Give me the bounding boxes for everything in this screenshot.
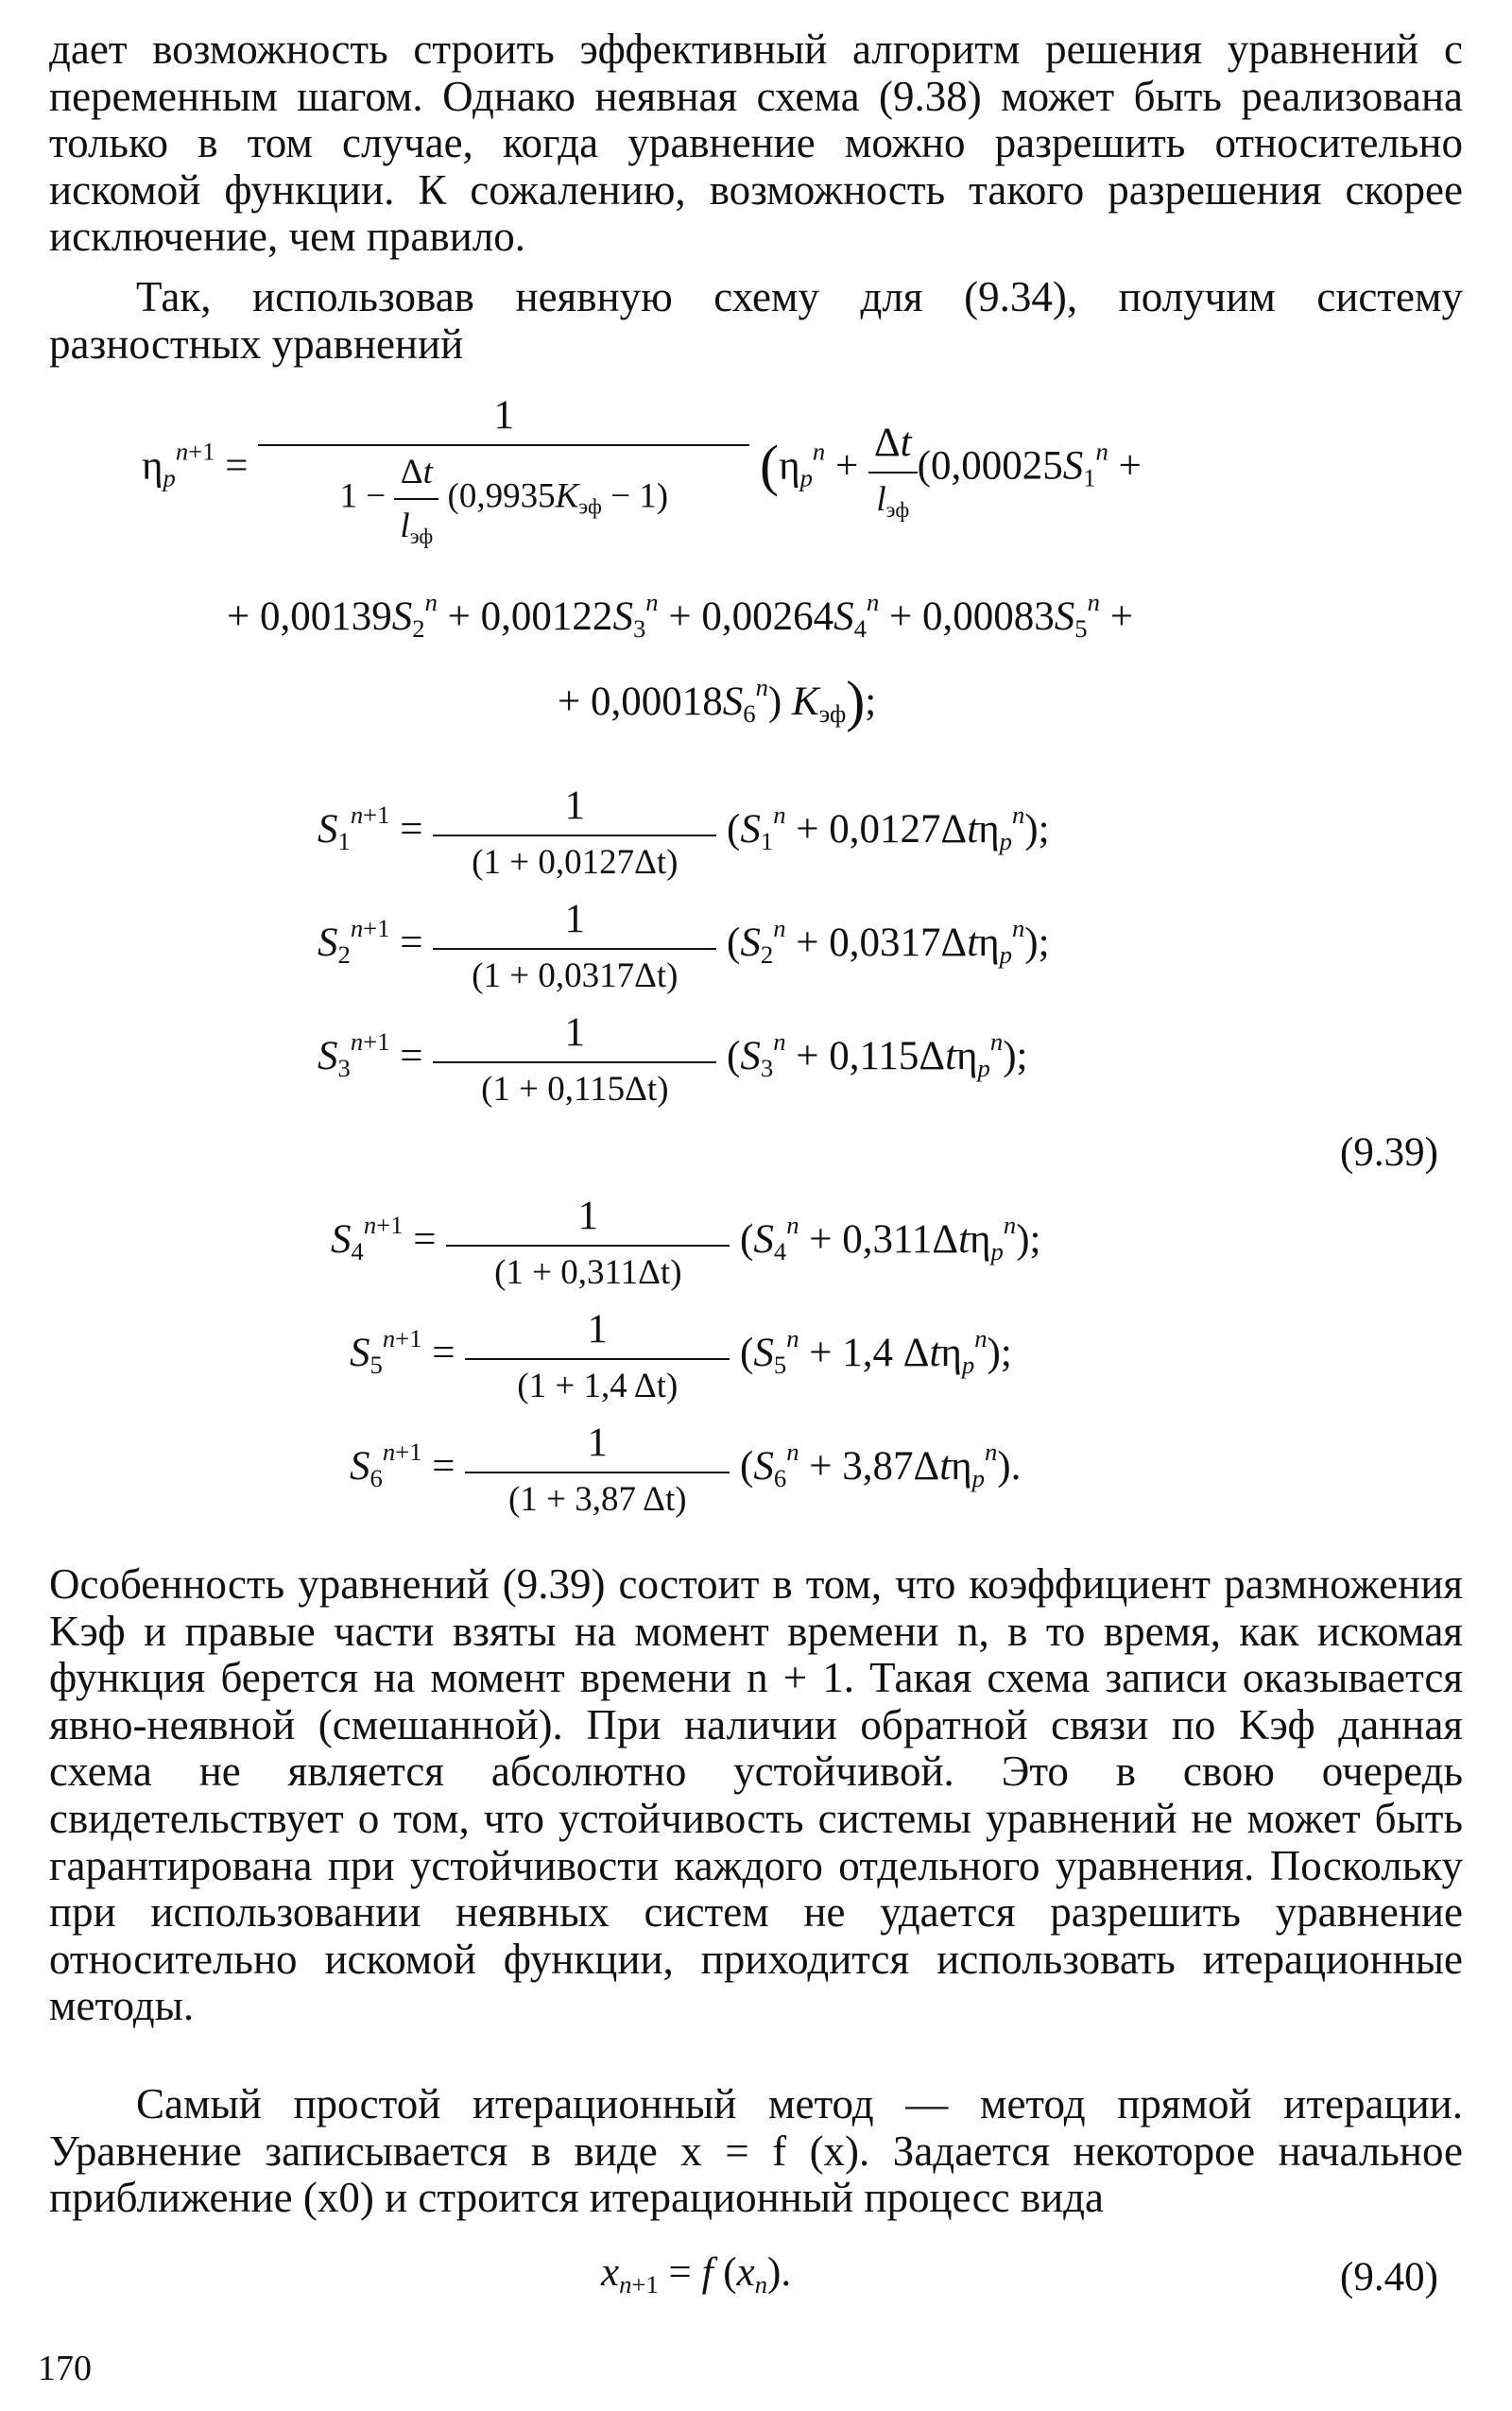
paragraph-intro: дает возможность строить эффективный алгоритм решения уравнений с переменным шагом. Однако неявная схема (9.38) может быть реализована только в том случае, когда уравнение можно разрешить относительно искомой функции. К сожалению, возможность такого разрешения скорее исключение, чем правило. (49, 26, 1463, 261)
paragraph-iteration-text: Самый простой итерационный метод — метод прямой итерации. Уравнение записывается в виде x = f (x). Задается некоторое начальное приближение (x0) и строится итерационный процесс вида (49, 2080, 1463, 2222)
s3-equation: $S_3^{n+1}$ = $\frac{1}{(1 + 0,115\Delta t)}$ $(S_3^n + 0,115\Delta t\eta_p^n)$; (318, 1010, 1028, 1109)
paragraph-iteration (49, 2081, 1463, 2222)
paragraph-system-intro (49, 274, 1463, 368)
s1-equation: $S_1^{n+1}$ = $\frac{1}{(1 + 0,0127\Delta t)}$ $(S_1^n + 0,0127\Delta t\eta_p^n)$; (318, 784, 1050, 882)
eta-equation-line1: $\eta_p^{n+1}$ = 1 1 − $\frac{\Delta t}{l_{эф}}$ $(0,9935K_{эф} - 1)$ ($\eta_p^n$ + $\frac{\Delta t}{l_{эф}}$ ($0,00025S_1^n$ + (142, 393, 1142, 548)
s4-equation: $S_4^{n+1}$ = $\frac{1}{(1 + 0,311\Delta t)}$ $(S_4^n + 0,311\Delta t\eta_p^n)$; (331, 1194, 1041, 1292)
s2-equation: $S_2^{n+1}$ = $\frac{1}{(1 + 0,0317\Delta t)}$ $(S_2^n + 0,0317\Delta t\eta_p^n)$; (318, 897, 1050, 995)
equation-number-940: (9.40) (1340, 2255, 1438, 2299)
paragraph-system-intro-text: Так, использовав неявную схему для (9.34), получим систему разностных уравнений (49, 273, 1463, 368)
eta-equation-line2: + $0,00139S_2^n + 0,00122S_3^n + 0,00264S_4^n + 0,00083S_5^n$ + (227, 588, 1133, 643)
equation-940: $x_{n+1} = f$ $(x_n)$. (601, 2250, 792, 2299)
s6-equation: $S_6^{n+1}$ = $\frac{1}{(1 + 3,87 \Delta t)}$ $(S_6^n + 3,87\Delta t\eta_p^n)$. (350, 1421, 1022, 1519)
s5-equation: $S_5^{n+1}$ = $\frac{1}{(1 + 1,4 \Delta t)}$ ($S_5^n + 1,4$ Δtη$_p^n$); (350, 1307, 1012, 1405)
equation-number-939: (9.39) (1340, 1130, 1438, 1175)
page-number: 170 (38, 2349, 92, 2388)
paragraph-features: Особенность уравнений (9.39) состоит в том, что коэффициент размножения Kэф и правые части взяты на момент времени n, в то время, как искомая функция берется на момент времени n + 1. Такая схема записи оказывается явно-неявной (смешанной). При наличии обратной связи по Kэф данная схема не является абсолютно устойчивой. Это в свою очередь свидетельствует о том, что устойчивость системы уравнений не может быть гарантирована при устойчивости каждого отдельного уравнения. Поскольку при использовании неявных систем не удается разрешить уравнение относительно искомой функции, приходится использовать итерационные методы. (49, 1560, 1463, 2030)
eta-equation-line3: + $0,00018S_6^n$) $K_{эф}$); (558, 670, 877, 734)
